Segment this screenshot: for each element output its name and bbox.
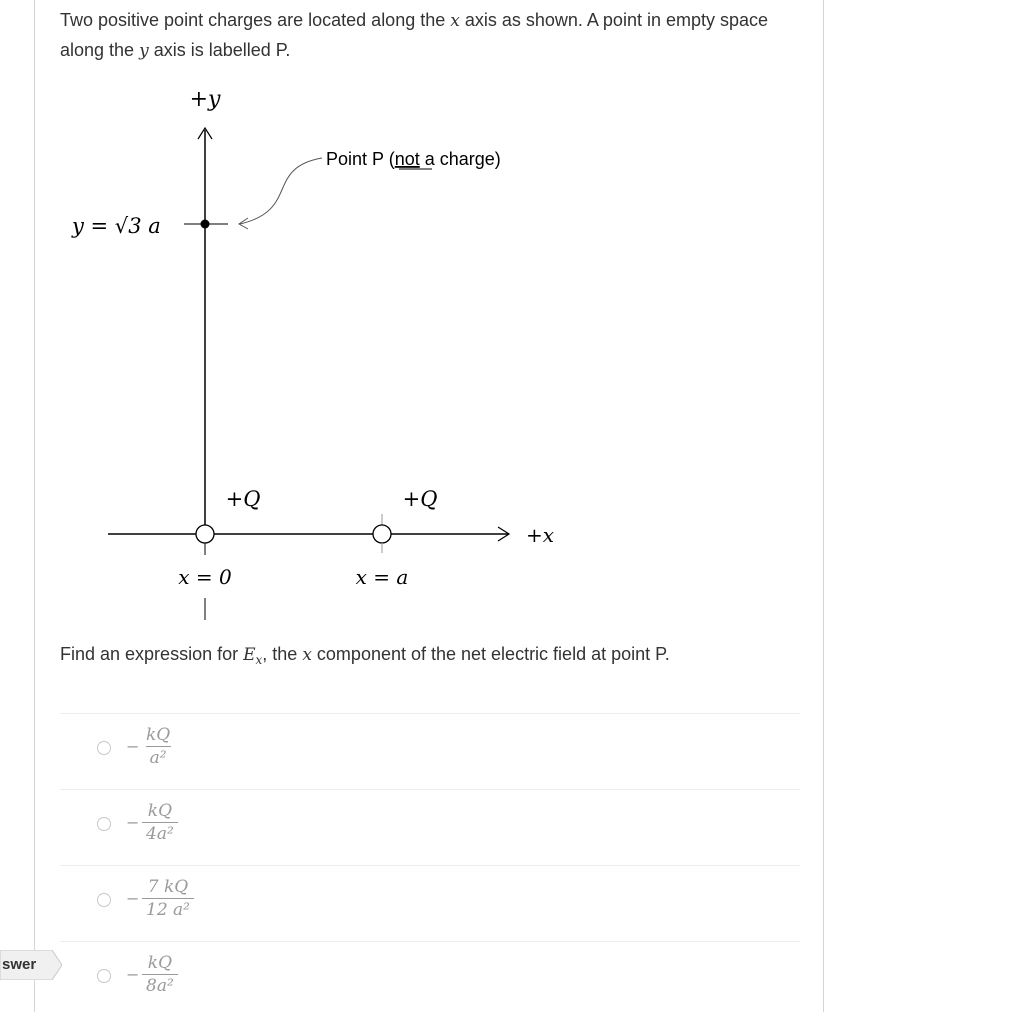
choice-4-sign: − <box>126 965 140 984</box>
correct-answer-tag <box>0 950 62 980</box>
choice-1-radio[interactable] <box>97 741 111 755</box>
point-p-dot <box>201 220 210 229</box>
answer-choices <box>60 713 800 1017</box>
point-p-label: Point P (not a charge) <box>326 149 501 169</box>
charge-2-circle <box>373 525 391 543</box>
prompt-text: Find an expression for $E_x$, the x component of the net electric field at point P. <box>60 644 670 667</box>
choice-3-sign: − <box>126 889 140 908</box>
choice-2-sign: − <box>126 813 140 832</box>
choice-3-denominator: 12 a² <box>142 898 194 921</box>
choice-4-fraction <box>142 952 178 997</box>
question-text: Two positive point charges are located along the x axis as shown. A point in empty space along the y axis is labelled P. <box>60 10 769 61</box>
answer-tag-label: swer <box>2 956 37 973</box>
choice-3-numerator: 7 kQ <box>147 877 189 897</box>
choice-4[interactable] <box>60 941 800 1017</box>
choice-4-radio[interactable] <box>97 969 111 983</box>
charge-2-label: +Q <box>402 487 438 511</box>
choice-2-denominator: 4a² <box>142 822 178 845</box>
xa-label: x = a <box>355 565 409 589</box>
choice-3-radio[interactable] <box>97 893 111 907</box>
y-axis-label: +y <box>189 87 221 112</box>
x-axis-label: +x <box>525 523 555 547</box>
y-value-label: y = √3 a <box>72 214 161 238</box>
choice-1[interactable] <box>60 713 800 789</box>
x0-label: x = 0 <box>178 565 232 589</box>
charge-1-label: +Q <box>225 487 261 511</box>
choice-4-denominator: 8a² <box>142 974 178 997</box>
choice-3-fraction <box>142 876 194 921</box>
choice-1-numerator: kQ <box>146 725 171 745</box>
choice-2[interactable] <box>60 789 800 865</box>
choice-1-denominator: a² <box>146 746 171 769</box>
charge-1-circle <box>196 525 214 543</box>
choice-1-fraction <box>142 724 174 769</box>
choice-1-sign: − <box>126 737 140 756</box>
choice-4-numerator: kQ <box>147 953 173 973</box>
choice-3[interactable] <box>60 865 800 941</box>
choice-2-radio[interactable] <box>97 817 111 831</box>
point-p-pointer-curve <box>240 158 322 224</box>
choice-2-numerator: kQ <box>147 801 173 821</box>
choice-2-fraction <box>142 800 178 845</box>
